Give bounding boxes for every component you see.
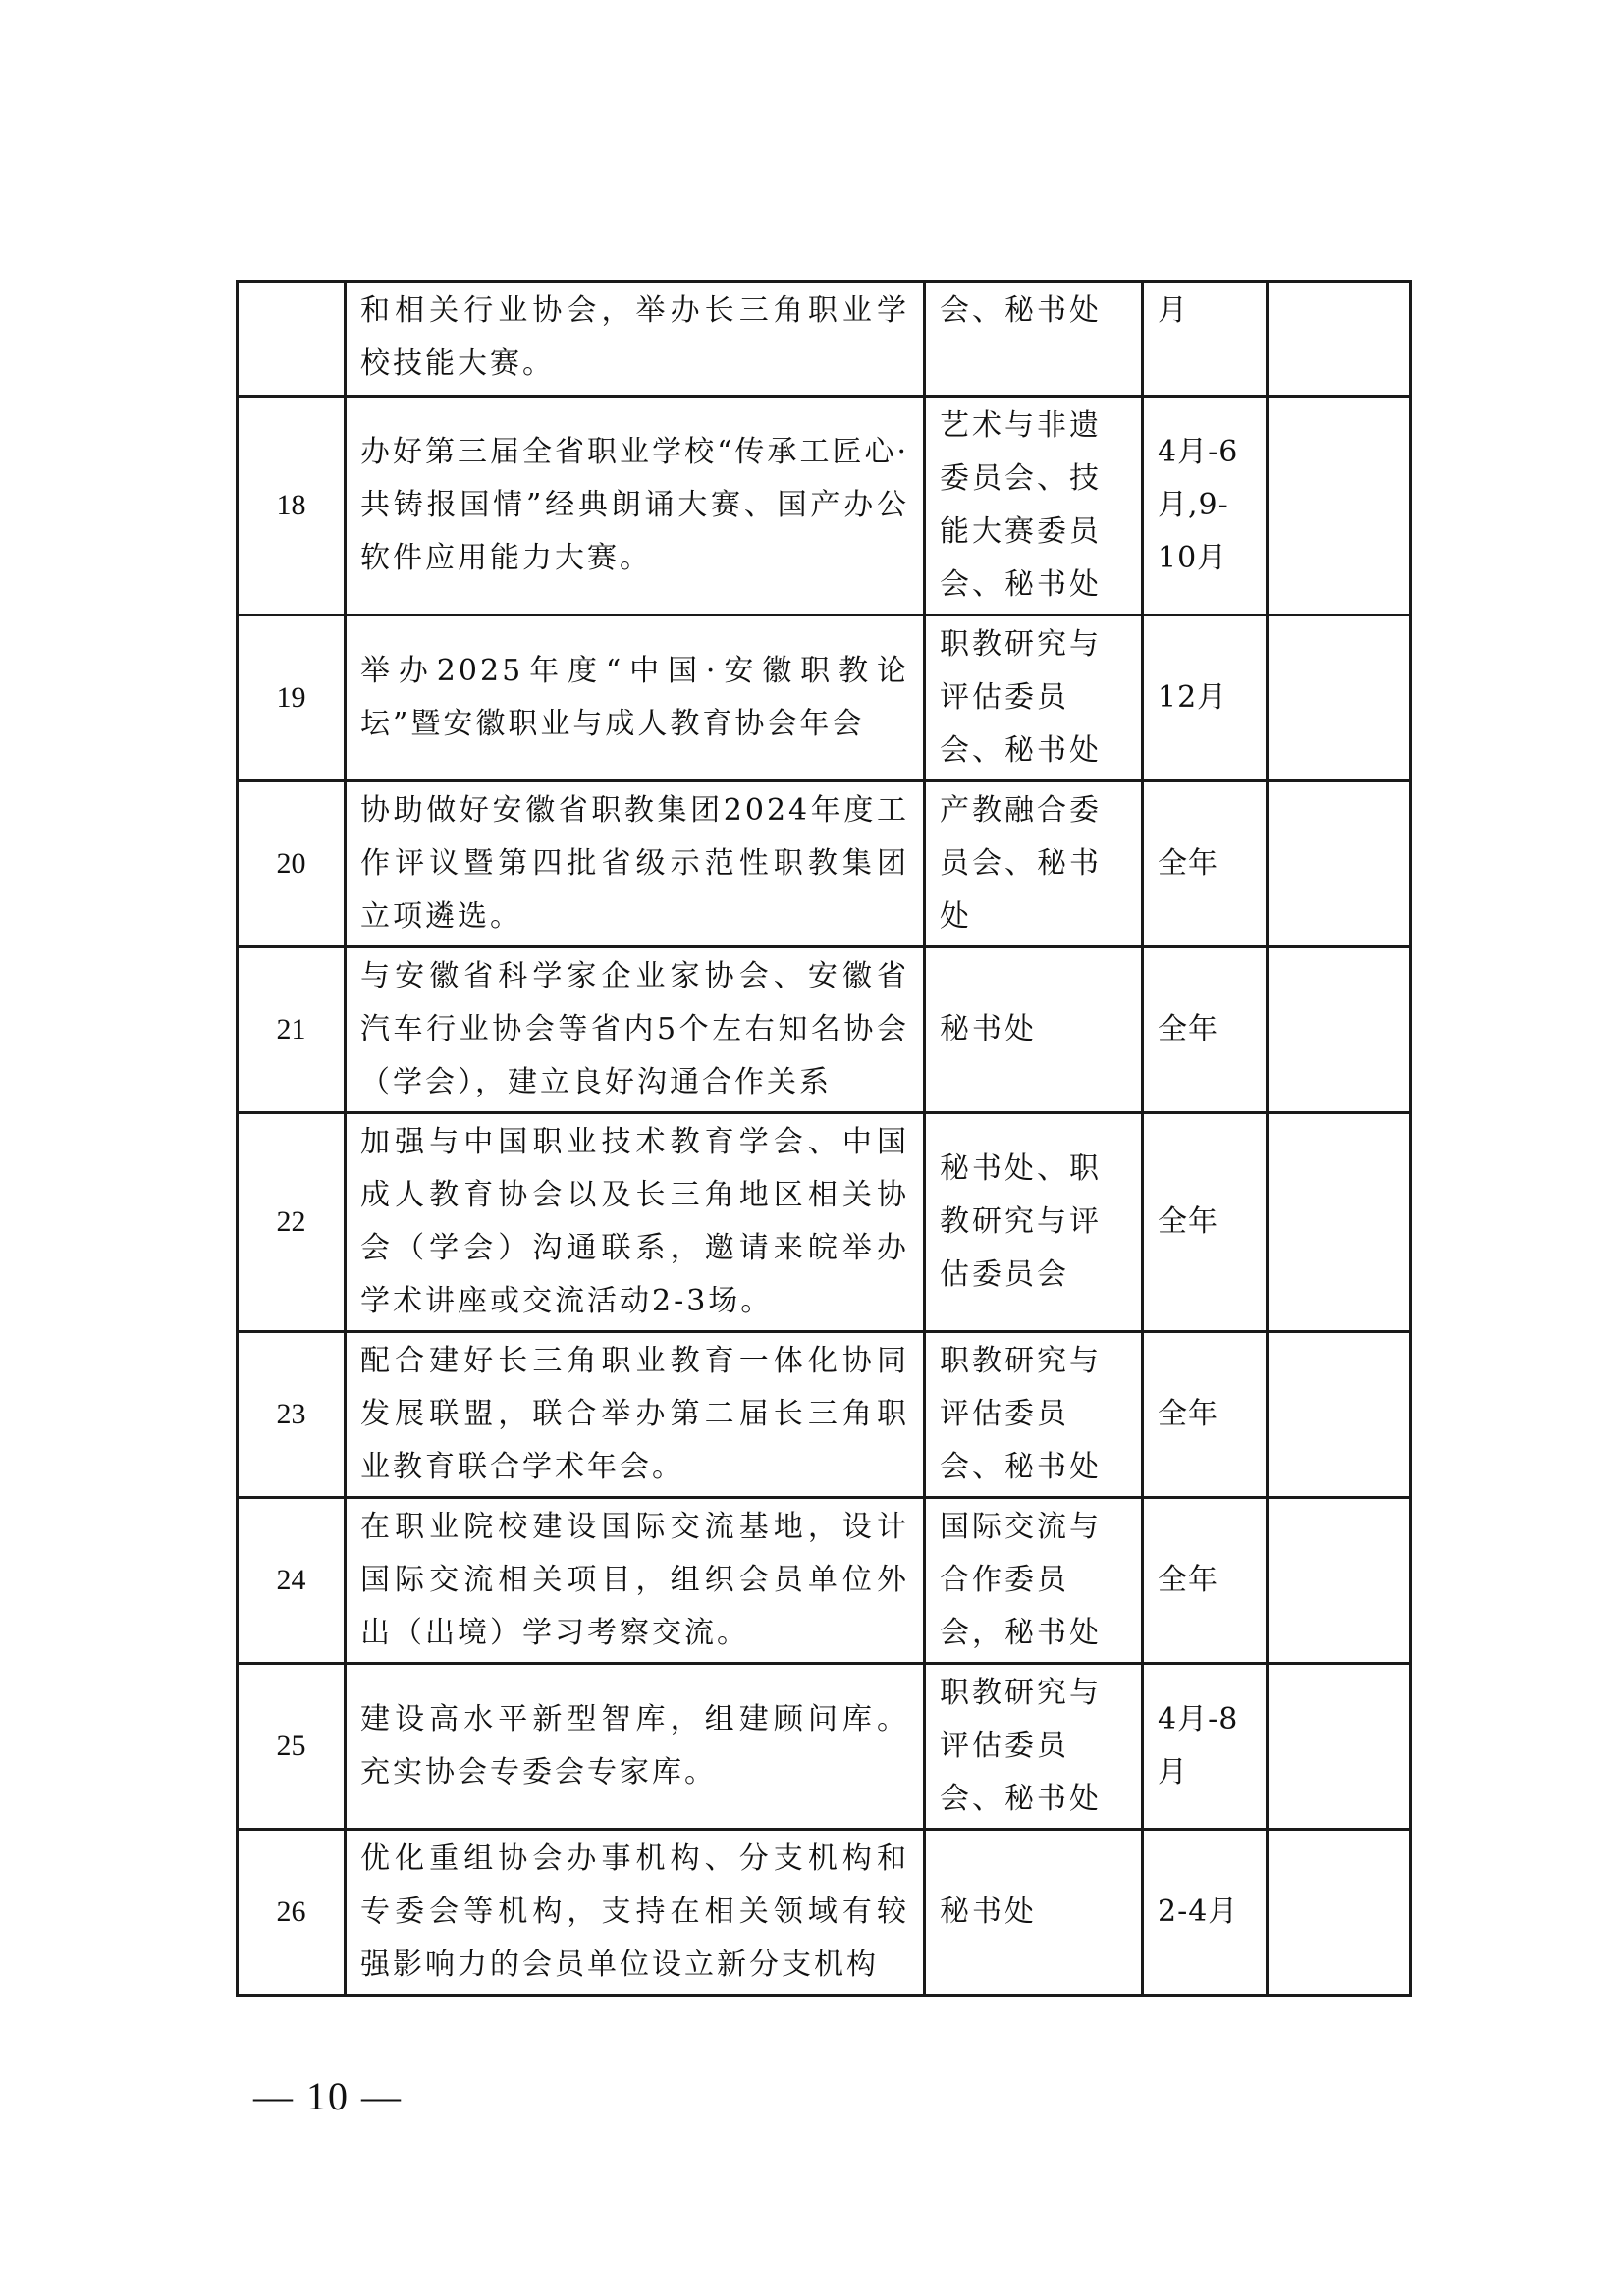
- time-cell: 2-4月: [1143, 1830, 1268, 1996]
- time-cell: 全年: [1143, 1113, 1268, 1332]
- row-number-cell: 25: [238, 1664, 346, 1830]
- table-row: [238, 1664, 1411, 1830]
- page-number: — 10 —: [253, 2074, 403, 2118]
- task-cell: 和相关行业协会，举办长三角职业学校技能大赛。: [346, 282, 925, 397]
- department-cell: 艺术与非遗委员会、技能大赛委员会、秘书处: [925, 397, 1143, 615]
- task-cell: 建设高水平新型智库，组建顾问库。充实协会专委会专家库。: [346, 1664, 925, 1830]
- note-cell: [1268, 947, 1411, 1113]
- table-row: [238, 1113, 1411, 1332]
- table-row: [238, 1830, 1411, 1996]
- task-cell: 加强与中国职业技术教育学会、中国成人教育协会以及长三角地区相关协会（学会）沟通联系，邀请来皖举办学术讲座或交流活动2-3场。: [346, 1113, 925, 1332]
- note-cell: [1268, 1332, 1411, 1498]
- note-cell: [1268, 1830, 1411, 1996]
- task-cell: 在职业院校建设国际交流基地，设计国际交流相关项目，组织会员单位外出（出境）学习考察交流。: [346, 1498, 925, 1664]
- time-cell: 全年: [1143, 781, 1268, 947]
- task-cell: 优化重组协会办事机构、分支机构和专委会等机构，支持在相关领域有较强影响力的会员单位设立新分支机构: [346, 1830, 925, 1996]
- time-cell: 全年: [1143, 947, 1268, 1113]
- department-cell: 会、秘书处: [925, 282, 1143, 397]
- row-number-cell: 24: [238, 1498, 346, 1664]
- row-number-cell: 21: [238, 947, 346, 1113]
- time-cell: 全年: [1143, 1498, 1268, 1664]
- department-cell: 职教研究与评估委员会、秘书处: [925, 615, 1143, 781]
- table-row: [238, 1332, 1411, 1498]
- time-cell: 全年: [1143, 1332, 1268, 1498]
- table-row: [238, 947, 1411, 1113]
- task-cell: 举办2025年度“中国·安徽职教论坛”暨安徽职业与成人教育协会年会: [346, 615, 925, 781]
- work-plan-table: [236, 280, 1412, 1997]
- task-cell: 与安徽省科学家企业家协会、安徽省汽车行业协会等省内5个左右知名协会（学会），建立良好沟通合作关系: [346, 947, 925, 1113]
- department-cell: 国际交流与合作委员会，秘书处: [925, 1498, 1143, 1664]
- row-number-cell: [238, 282, 346, 397]
- task-cell: 配合建好长三角职业教育一体化协同发展联盟，联合举办第二届长三角职业教育联合学术年会。: [346, 1332, 925, 1498]
- time-cell: 4月-8月: [1143, 1664, 1268, 1830]
- table-row: [238, 781, 1411, 947]
- department-cell: 职教研究与评估委员会、秘书处: [925, 1332, 1143, 1498]
- department-cell: 秘书处、职教研究与评估委员会: [925, 1113, 1143, 1332]
- department-cell: 职教研究与评估委员会、秘书处: [925, 1664, 1143, 1830]
- task-cell: 协助做好安徽省职教集团2024年度工作评议暨第四批省级示范性职教集团立项遴选。: [346, 781, 925, 947]
- row-number-cell: 23: [238, 1332, 346, 1498]
- table-row: [238, 1498, 1411, 1664]
- row-number-cell: 20: [238, 781, 346, 947]
- time-cell: 月: [1143, 282, 1268, 397]
- department-cell: 秘书处: [925, 1830, 1143, 1996]
- note-cell: [1268, 1113, 1411, 1332]
- note-cell: [1268, 1664, 1411, 1830]
- department-cell: 秘书处: [925, 947, 1143, 1113]
- note-cell: [1268, 397, 1411, 615]
- table-row: [238, 397, 1411, 615]
- department-cell: 产教融合委员会、秘书处: [925, 781, 1143, 947]
- row-number-cell: 26: [238, 1830, 346, 1996]
- time-cell: 12月: [1143, 615, 1268, 781]
- row-number-cell: 22: [238, 1113, 346, 1332]
- table-row: [238, 282, 1411, 397]
- row-number-cell: 19: [238, 615, 346, 781]
- note-cell: [1268, 282, 1411, 397]
- note-cell: [1268, 781, 1411, 947]
- task-cell: 办好第三届全省职业学校“传承工匠心·共铸报国情”经典朗诵大赛、国产办公软件应用能力大赛。: [346, 397, 925, 615]
- note-cell: [1268, 615, 1411, 781]
- note-cell: [1268, 1498, 1411, 1664]
- table-row: [238, 615, 1411, 781]
- row-number-cell: 18: [238, 397, 346, 615]
- time-cell: 4月-6月,9-10月: [1143, 397, 1268, 615]
